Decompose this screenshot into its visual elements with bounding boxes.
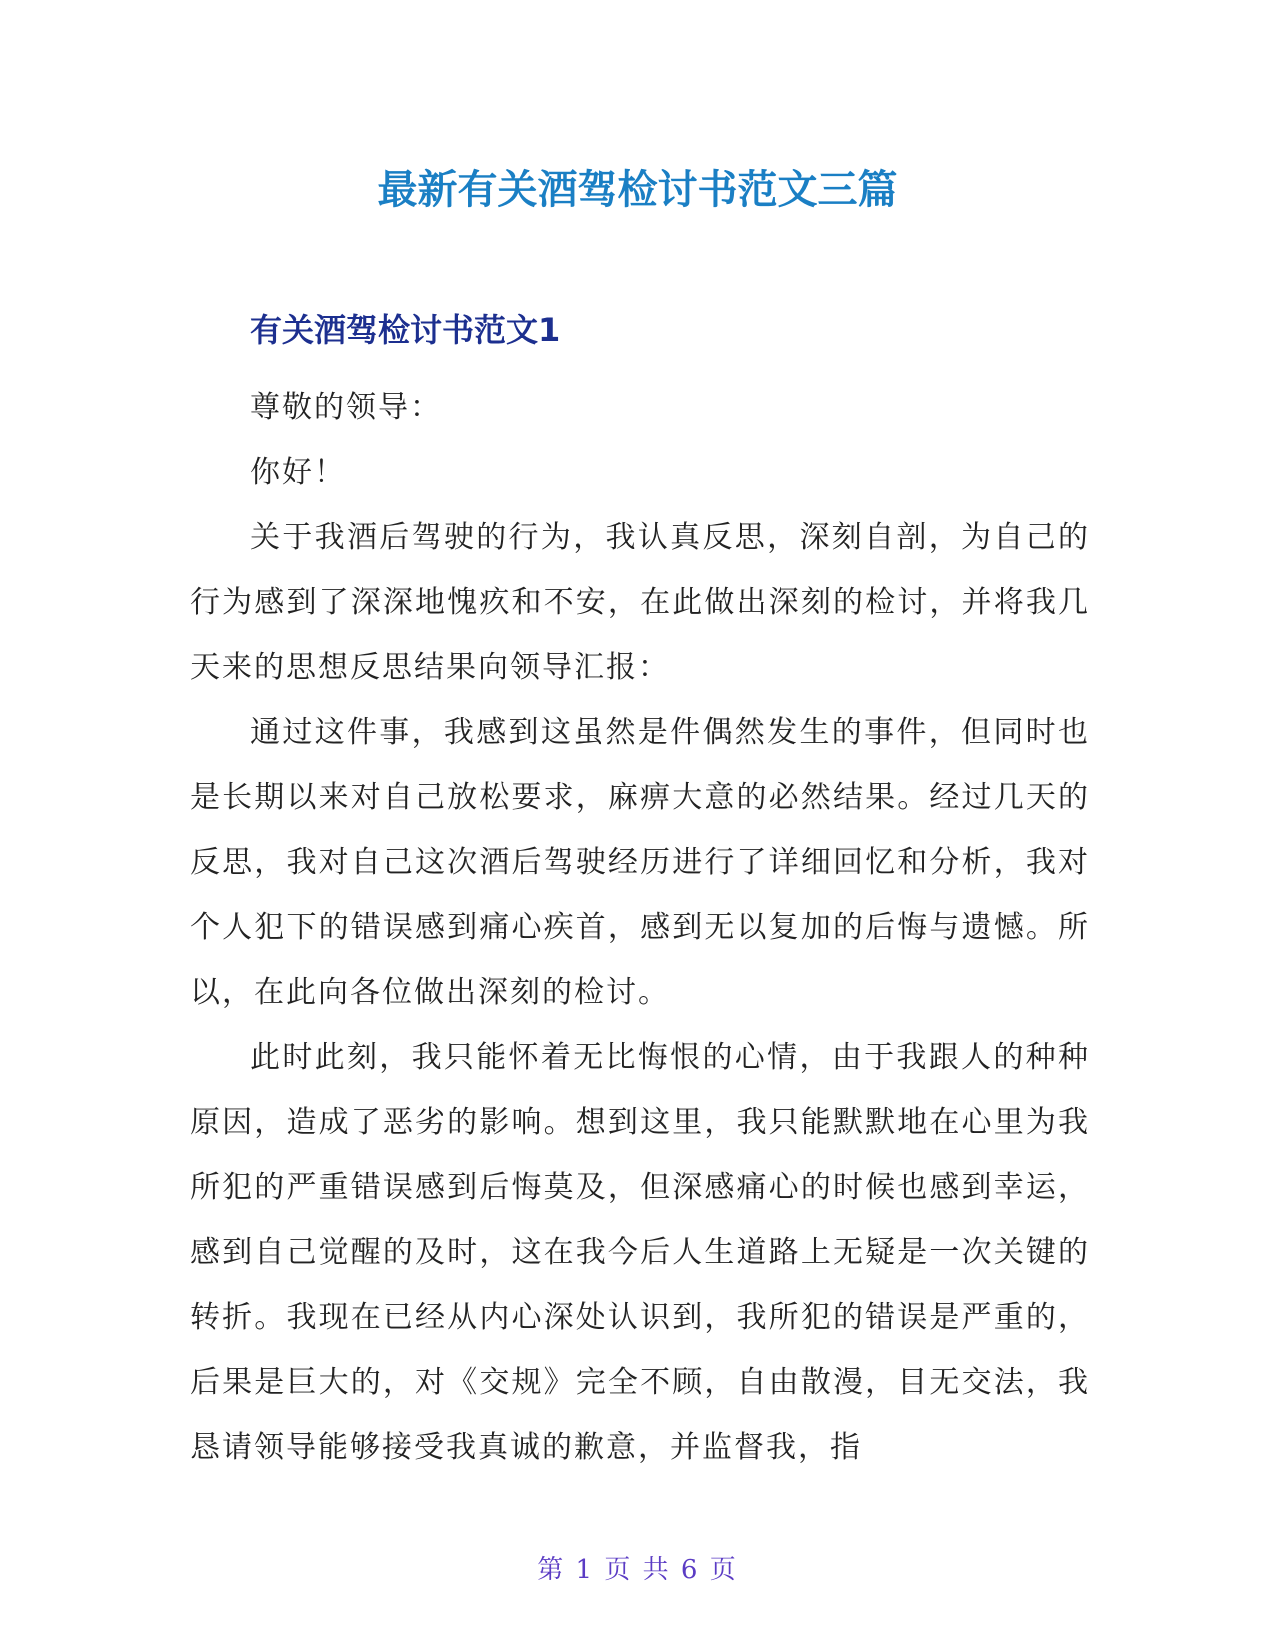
body-paragraph: 通过这件事，我感到这虽然是件偶然发生的事件，但同时也是长期以来对自己放松要求，麻痹大意的必然结果。经过几天的反思，我对自己这次酒后驾驶经历进行了详细回忆和分析，我对个人犯下的错误感到痛心疾首，感到无以复加的后悔与遗憾。所以，在此向各位做出深刻的检讨。 <box>190 715 1090 1010</box>
salutation-paragraph: 尊敬的领导： <box>250 390 442 425</box>
section-heading: 有关酒驾检讨书范文1 <box>250 311 561 349</box>
greeting-paragraph: 你好！ <box>250 455 346 490</box>
page-footer <box>0 1552 1275 1588</box>
footer-middle: 页 共 <box>604 1555 671 1585</box>
total-page-count: 6 <box>680 1555 700 1585</box>
current-page-number: 1 <box>575 1555 595 1585</box>
body-paragraph: 关于我酒后驾驶的行为，我认真反思，深刻自剖，为自己的行为感到了深深地愧疚和不安，在此做出深刻的检讨，并将我几天来的思想反思结果向领导汇报： <box>190 520 1090 685</box>
document-title: 最新有关酒驾检讨书范文三篇 <box>377 167 898 213</box>
body-paragraph: 此时此刻，我只能怀着无比悔恨的心情，由于我跟人的种种原因，造成了恶劣的影响。想到这里，我只能默默地在心里为我所犯的严重错误感到后悔莫及，但深感痛心的时候也感到幸运，感到自己觉醒的及时，这在我今后人生道路上无疑是一次关键的转折。我现在已经从内心深处认识到，我所犯的错误是严重的，后果是巨大的，对《交规》完全不顾，自由散漫，目无交法，我恳请领导能够接受我真诚的歉意，并监督我，指 <box>190 1040 1090 1465</box>
document-body <box>190 375 1090 1480</box>
footer-prefix: 第 <box>537 1555 566 1585</box>
footer-suffix: 页 <box>709 1555 738 1585</box>
